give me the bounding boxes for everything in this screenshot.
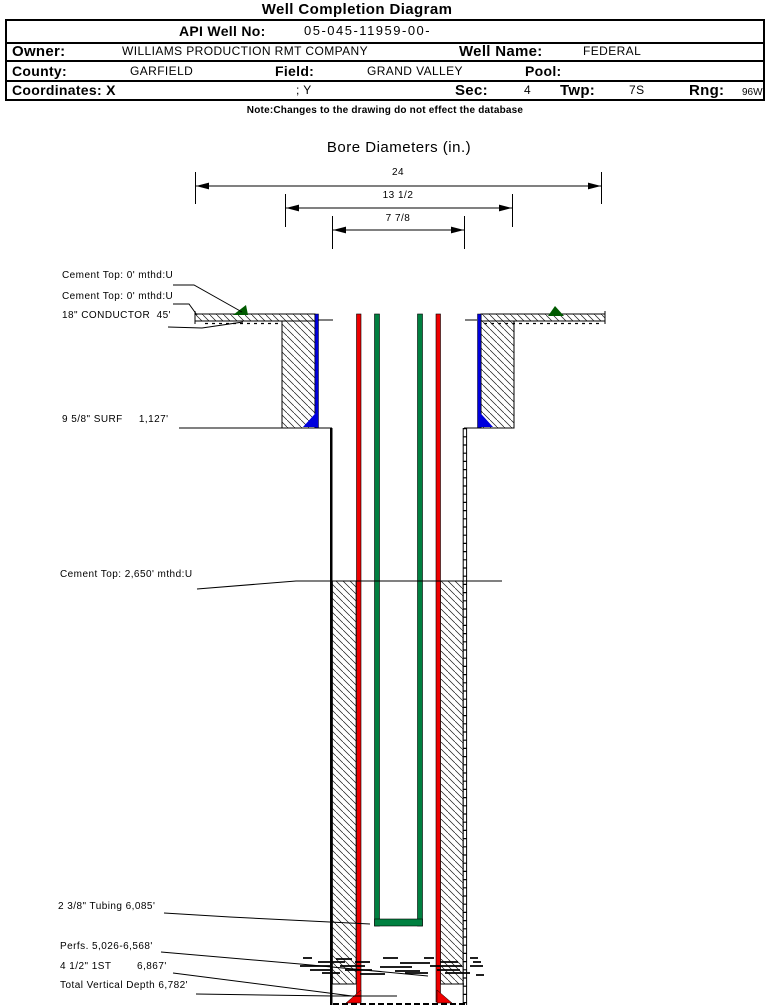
sec-value: 4 [524,83,532,97]
arrow-right-13 [499,205,512,212]
borehole-wall-right [463,428,466,1005]
borehole-wall-left [330,428,333,1005]
pool-label: Pool: [525,63,562,79]
api-value: 05-045-11959-00- [304,23,432,38]
dim-label-7-7-8: 7 7/8 [385,213,411,224]
cement-top-2-label: Cement Top: 0' mthd:U [62,291,174,302]
county-label: County: [12,63,67,79]
cement-top-3-label: Cement Top: 2,650' mthd:U [60,569,193,580]
api-label: API Well No: [179,23,266,39]
conductor-label: 18" CONDUCTOR 45' [62,310,171,321]
page-title: Well Completion Diagram [261,1,453,18]
field-value: GRAND VALLEY [367,64,463,78]
cement-top-1-label: Cement Top: 0' mthd:U [62,270,174,281]
leader-tvd [196,994,397,996]
owner-label: Owner: [12,43,66,60]
cement-annulus-right [441,581,464,984]
database-note: Note:Changes to the drawing do not effect the database [246,105,524,116]
tubing-bottom [375,919,423,926]
casing-shoe-right [437,990,452,1003]
surface-pad-right [481,314,605,321]
rng-value: 96W [742,87,763,98]
coordinates-y-value: ; Y [296,83,312,97]
dimension-7-7-8 [333,216,465,249]
tubing-label: 2 3/8" Tubing 6,085' [58,901,156,912]
dimension-13-1-2 [286,194,513,227]
dimension-24 [196,172,602,204]
leader-perfs [161,952,428,976]
production-casing-right [436,314,441,1002]
surface-casing-right [478,314,482,428]
bore-diameters-title: Bore Diameters (in.) [326,139,472,156]
leader-cement-top-1 [173,285,242,312]
arrow-left-7 [333,227,346,234]
owner-value: WILLIAMS PRODUCTION RMT COMPANY [122,44,368,58]
coordinates-label: Coordinates: X [12,82,116,98]
sec-label: Sec: [455,82,488,99]
arrow-left-13 [286,205,299,212]
cement-column-left [282,321,315,428]
surface-casing-left [315,314,319,428]
well-name-label: Well Name: [459,43,543,60]
dim-label-13-1-2: 13 1/2 [382,190,414,201]
tvd-label: Total Vertical Depth 6,782' [60,980,189,991]
well-name-value: FEDERAL [583,44,642,58]
rng-label: Rng: [689,82,725,99]
leader-production-casing [173,973,352,996]
cement-top-marker-right [548,306,564,316]
surface-casing-label: 9 5/8" SURF 1,127' [62,414,169,425]
perfs-label: Perfs. 5,026-6,568' [60,941,153,952]
production-casing-left [357,314,362,1002]
cement-top-marker-left [233,305,248,315]
field-label: Field: [275,63,315,79]
dim-label-24: 24 [391,167,405,178]
tubing-right [418,314,423,926]
surface-pad-left [195,314,315,321]
arrow-left-24 [196,183,209,190]
twp-value: 7S [629,83,645,97]
county-value: GARFIELD [130,64,194,78]
leader-cement-top-2 [173,304,197,315]
tubing-left [375,314,380,926]
arrow-right-7 [451,227,464,234]
cement-column-right [481,321,514,428]
arrow-right-24 [588,183,601,190]
twp-label: Twp: [560,82,596,99]
production-casing-label: 4 1/2" 1ST 6,867' [60,961,167,972]
casing-shoe-left [346,990,361,1003]
